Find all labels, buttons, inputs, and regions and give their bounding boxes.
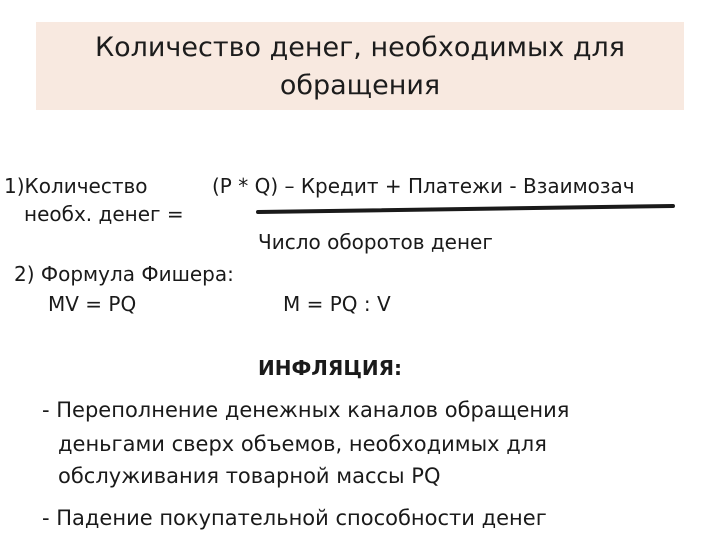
page-title-line-1: Количество денег, необходимых для xyxy=(94,32,626,63)
formula1-label-line-2: необх. денег = xyxy=(24,202,184,226)
inflation-item1-line-1: - Переполнение денежных каналов обращения xyxy=(42,398,570,422)
formula1-numerator: (P * Q) – Кредит + Платежи - Взаимозач xyxy=(212,174,635,198)
formula2-left: MV = PQ xyxy=(48,292,137,316)
formula2-right: M = PQ : V xyxy=(283,292,391,316)
formula1-denominator: Число оборотов денег xyxy=(258,230,493,254)
page-title-line-2: обращения xyxy=(279,70,441,101)
formula1-label-line-1: 1)Количество xyxy=(4,174,148,198)
inflation-item1-line-3: обслуживания товарной массы PQ xyxy=(58,464,441,488)
inflation-item1-line-2: деньгами сверх объемов, необходимых для xyxy=(58,432,547,456)
inflation-item2: - Падение покупательной способности денег xyxy=(42,506,547,530)
inflation-heading: ИНФЛЯЦИЯ: xyxy=(258,356,403,380)
formula2-label: 2) Формула Фишера: xyxy=(14,262,234,286)
